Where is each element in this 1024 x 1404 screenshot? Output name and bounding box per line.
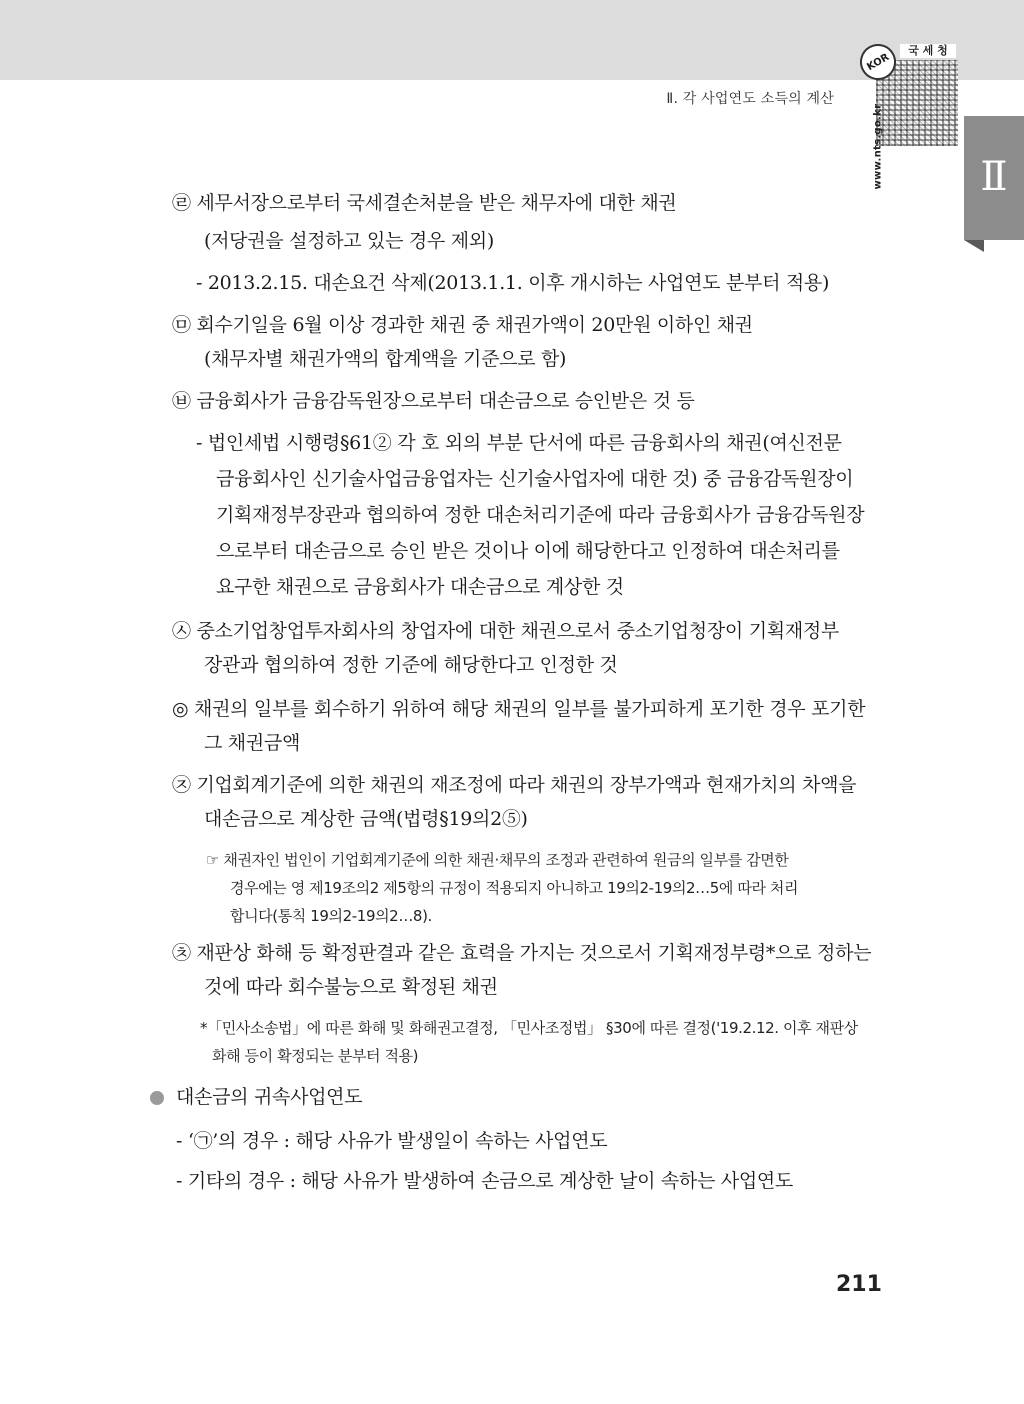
section-bullet-icon: [150, 1091, 164, 1105]
item-a-line-1: ◎ 채권의 일부를 회수하기 위하여 해당 채권의 일부를 불가피하게 포기한 경우 포기한: [172, 698, 866, 720]
item-ba-sub-line-1: - 법인세법 시행령§61② 각 호 외의 부분 단서에 따른 금융회사의 채권(여신전문: [196, 432, 842, 454]
item-ma-line-1: ㉤ 회수기일을 6월 이상 경과한 채권 중 채권가액이 20만원 이하인 채권: [172, 314, 753, 336]
item-ja-line-2: 대손금으로 계상한 금액(법령§19의2⑤): [204, 808, 528, 830]
chapter-tab: [964, 116, 1024, 240]
item-a-line-2: 그 채권금액: [204, 732, 301, 754]
item-ra-line-1: ㉣ 세무서장으로부터 국세결손처분을 받은 채무자에 대한 채권: [172, 192, 677, 214]
footnote-line-1: *「민사소송법」에 따른 화해 및 화해권고결정, 「민사조정법」 §30에 따른 결정('19.2.12. 이후 재판상: [200, 1019, 858, 1037]
section-sub-2: - 기타의 경우 : 해당 사유가 발생하여 손금으로 계상한 날이 속하는 사업연도: [176, 1170, 793, 1192]
note-ja-line-2: 경우에는 영 제19조의2 제5항의 규정이 적용되지 아니하고 19의2-19의2…5에 따라 처리: [230, 879, 799, 897]
running-title: Ⅱ. 각 사업연도 소득의 계산: [666, 91, 834, 107]
item-ba-line-1: ㉥ 금융회사가 금융감독원장으로부터 대손금으로 승인받은 것 등: [172, 390, 695, 412]
item-ba-sub-line-5: 요구한 채권으로 금융회사가 대손금으로 계상한 것: [216, 576, 624, 598]
section-heading: 대손금의 귀속사업연도: [176, 1086, 363, 1108]
note-ja-line-1: ☞ 채권자인 법인이 기업회계기준에 의한 채권·채무의 조정과 관련하여 원금의 일부를 감면한: [206, 851, 789, 869]
item-ma-line-2: (채무자별 채권가액의 합계액을 기준으로 함): [204, 348, 567, 370]
page-number: 211: [836, 1272, 882, 1297]
nts-logo-block: [856, 40, 960, 190]
note-ja-line-3: 합니다(통칙 19의2-19의2…8).: [230, 907, 432, 925]
item-ja-line-1: ㉨ 기업회계기준에 의한 채권의 재조정에 따라 채권의 장부가액과 현재가치의 차액을: [172, 774, 857, 796]
chapter-tab-fold: [964, 240, 984, 252]
item-ra-sub: - 2013.2.15. 대손요건 삭제(2013.1.1. 이후 개시하는 사업연도 분부터 적용): [196, 272, 830, 294]
item-sa-line-2: 장관과 협의하여 정한 기준에 해당한다고 인정한 것: [204, 654, 618, 676]
agency-url: www.nts.go.kr: [872, 103, 884, 190]
item-cha-line-1: ㉩ 재판상 화해 등 확정판결과 같은 효력을 가지는 것으로서 기획재정부령*으로 정하는: [172, 942, 872, 964]
item-ra-line-2: (저당권을 설정하고 있는 경우 제외): [204, 230, 494, 252]
agency-name: 국 세 청: [900, 44, 956, 58]
item-ba-sub-line-2: 금융회사인 신기술사업금융업자는 신기술사업자에 대한 것) 중 금융감독원장이: [216, 468, 854, 490]
footnote-line-2: 화해 등이 확정되는 분부터 적용): [212, 1047, 419, 1065]
kor-logo-icon: KOR: [853, 37, 902, 86]
item-sa-line-1: ㉦ 중소기업창업투자회사의 창업자에 대한 채권으로서 중소기업청장이 기획재정부: [172, 620, 839, 642]
chapter-tab-label: Ⅱ: [980, 154, 1008, 200]
item-ba-sub-line-4: 으로부터 대손금으로 승인 받은 것이나 이에 해당한다고 인정하여 대손처리를: [216, 540, 840, 562]
item-cha-line-2: 것에 따라 회수불능으로 확정된 채권: [204, 976, 498, 998]
section-sub-1: - ‘㉠’의 경우 : 해당 사유가 발생일이 속하는 사업연도: [176, 1130, 608, 1152]
item-ba-sub-line-3: 기획재정부장관과 협의하여 정한 대손처리기준에 따라 금융회사가 금융감독원장: [216, 504, 865, 526]
